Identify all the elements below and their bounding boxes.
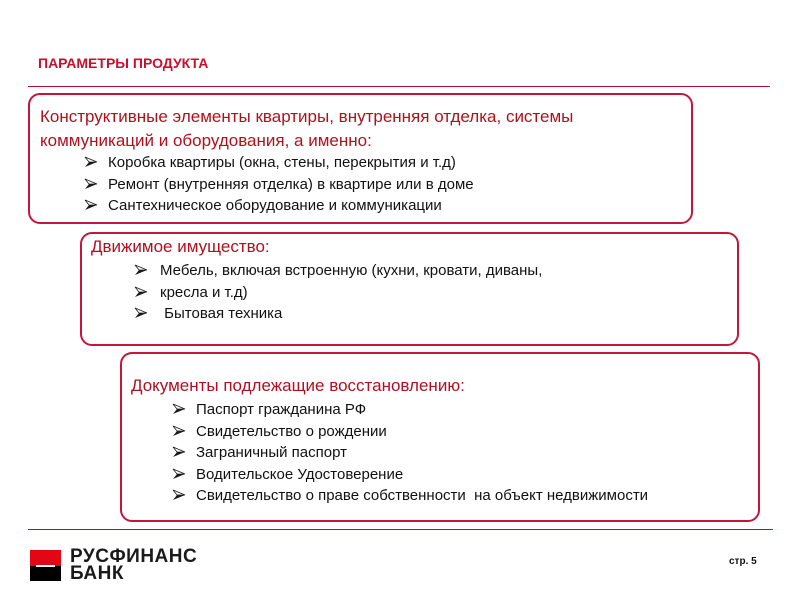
arrow-bullet-icon: [84, 199, 98, 211]
slide-title: ПАРАМЕТРЫ ПРОДУКТА: [38, 55, 209, 71]
list-item: [134, 303, 542, 325]
arrow-bullet-icon: [172, 425, 186, 437]
box-heading-line2: коммуникаций и оборудования, а именно:: [40, 131, 372, 150]
list-item: [84, 152, 474, 174]
list-item: [172, 399, 648, 421]
box-heading-line1: Документы подлежащие восстановлению:: [131, 376, 465, 395]
list-item: [172, 442, 648, 464]
arrow-bullet-icon: [172, 403, 186, 415]
bottom-divider: [28, 529, 773, 530]
logo-wordmark: [70, 548, 197, 582]
list-item: [84, 174, 474, 196]
box-movable-property: [80, 232, 739, 346]
list-item: [134, 282, 542, 304]
box-construction-elements: [28, 93, 693, 224]
top-divider: [28, 86, 770, 87]
list-item-text: Коробка квартиры (окна, стены, перекрытия и т.д): [108, 154, 456, 171]
logo-line2: БАНК: [70, 563, 124, 584]
list-item-text: Свидетельство о рождении: [196, 422, 387, 440]
arrow-bullet-icon: [172, 468, 186, 480]
arrow-bullet-icon: [172, 446, 186, 458]
arrow-bullet-icon: [84, 156, 98, 168]
box-heading-line1: Конструктивные элементы квартиры, внутренняя отделка, системы: [40, 107, 574, 126]
bullet-list: [134, 260, 542, 325]
page-number: стр. 5: [729, 556, 757, 567]
box-heading: [131, 374, 465, 398]
list-item: [172, 421, 648, 443]
arrow-bullet-icon: [84, 178, 98, 190]
logo-black-block: [30, 566, 61, 581]
box-heading: [91, 235, 270, 259]
list-item-text: Сантехническое оборудование и коммуникации: [108, 197, 442, 214]
arrow-bullet-icon: [134, 286, 148, 298]
box-documents: [120, 352, 760, 522]
logo-line1: РУСФИНАНС: [70, 546, 198, 567]
logo-red-block: [30, 550, 61, 566]
box-heading: [40, 105, 573, 153]
list-item: [172, 485, 648, 507]
list-item: [84, 195, 474, 217]
list-item-text: Заграничный паспорт: [196, 444, 347, 461]
arrow-bullet-icon: [172, 489, 186, 501]
bullet-list: [84, 152, 474, 217]
bullet-list: [172, 399, 648, 507]
list-item-text: Ремонт (внутренняя отделка) в квартире или в доме: [108, 175, 474, 193]
list-item: [172, 464, 648, 486]
list-item-text: Мебель, включая встроенную (кухни, кровати, диваны,: [160, 262, 543, 279]
rusfinance-logo-icon: [30, 550, 61, 581]
list-item-text: Бытовая техника: [160, 305, 283, 322]
list-item: [134, 260, 542, 282]
list-item-text: Свидетельство о праве собственности на объект недвижимости: [196, 487, 649, 504]
logo-white-bar: [36, 565, 55, 567]
box-heading-line1: Движимое имущество:: [91, 237, 270, 256]
arrow-bullet-icon: [134, 307, 148, 319]
list-item-text: Паспорт гражданина РФ: [196, 401, 367, 418]
arrow-bullet-icon: [134, 264, 148, 276]
list-item-text: кресла и т.д): [160, 283, 248, 301]
list-item-text: Водительское Удостоверение: [196, 465, 404, 483]
